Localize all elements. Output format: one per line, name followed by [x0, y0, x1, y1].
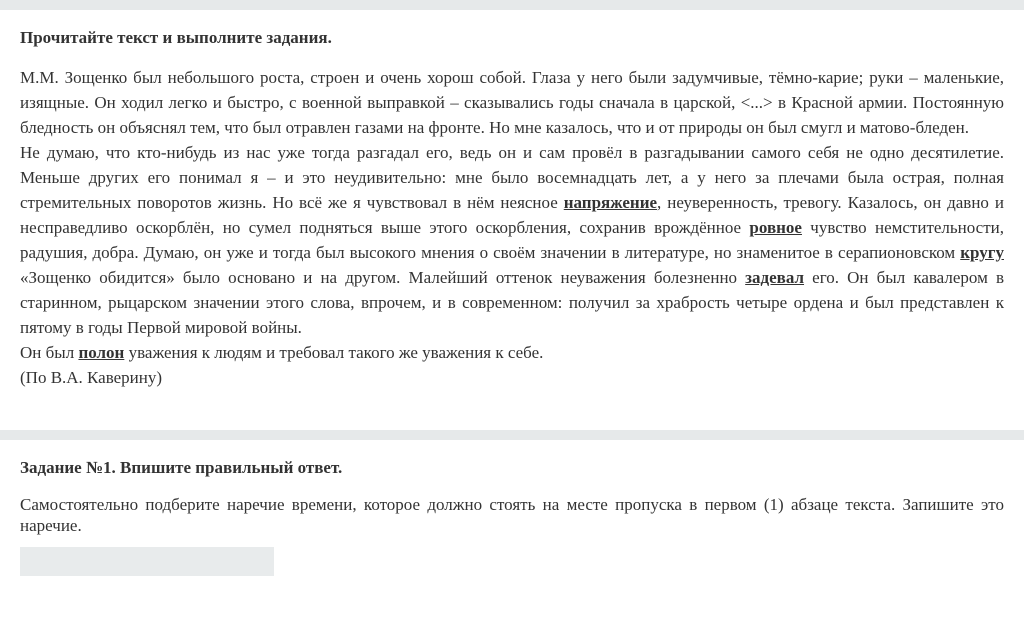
paragraph-2-part-b: , неуверенность, тревогу. Казалось, он давно и несправедливо оскорблён, но сумел подняться выше этого оскорбления, сохранив врождённое — [20, 193, 1004, 237]
paragraph-2-part-e: его. Он был кавалером в старинном, рыцарском значении этого слова, впрочем, и в современном: получил за храбрость четыре ордена и был представлен к пятому в годы Первой мировой войны. — [20, 268, 1004, 337]
reading-section — [0, 10, 1024, 413]
paragraph-3 — [20, 340, 1004, 365]
paragraph-3-part-b: уважения к людям и требовал такого же уважения к себе. — [124, 343, 544, 362]
paragraph-2-part-a: Не думаю, что кто-нибудь из нас уже тогда разгадал его, ведь он и сам провёл в разгадывании самого себя не одно десятилетие. Меньше других его понимал я – и это неудивительно: мне было восемнадцать лет, а у него за плечами была острая, полная стремительных поворотов жизнь. Но всё же я чувствовал в нём неясное — [20, 143, 1004, 212]
task-instruction: Самостоятельно подберите наречие времени, которое должно стоять на месте пропуска в первом (1) абзаце текста. Запишите это наречие. — [20, 495, 1004, 535]
top-separator-bar — [0, 0, 1024, 10]
highlighted-word-krugu: кругу — [960, 243, 1004, 262]
answer-input[interactable] — [20, 547, 274, 576]
highlighted-word-napryazhenie: напряжение — [563, 193, 658, 212]
reading-heading: Прочитайте текст и выполните задания. — [20, 28, 332, 47]
source-attribution: (По В.А. Каверину) — [20, 368, 163, 387]
paragraph-2-part-c: чувство немстительности, радушия, добра. Думаю, он уже и тогда был высокого мнения о своём значении в литературе, но знаменитое в серапионовском — [20, 218, 1004, 262]
highlighted-word-rovnoe: ровное — [749, 218, 802, 237]
task-section — [0, 440, 1024, 576]
highlighted-word-zadeval: задевал — [745, 268, 805, 287]
highlighted-word-polon: полон — [78, 343, 125, 362]
paragraph-2-part-d: «Зощенко обидится» было основано и на другом. Малейший оттенок неуважения болезненно — [20, 268, 746, 287]
paragraph-1: М.М. Зощенко был небольшого роста, строен и очень хорош собой. Глаза у него были задумчивые, тёмно-карие; руки – маленькие, изящные. Он ходил легко и быстро, с военной выправкой – сказывались годы сначала в царской, <...> в Красной армии. Постоянную бледность он объяснял тем, что был отравлен газами на фронте. Но мне казалось, что и от природы он был смугл и матово-бледен. — [20, 68, 1004, 137]
section-divider — [0, 430, 1024, 440]
paragraph-2 — [20, 140, 1004, 340]
paragraph-3-part-a: Он был — [20, 343, 79, 362]
task-heading: Задание №1. Впишите правильный ответ. — [20, 458, 343, 477]
reading-text — [20, 65, 1004, 390]
